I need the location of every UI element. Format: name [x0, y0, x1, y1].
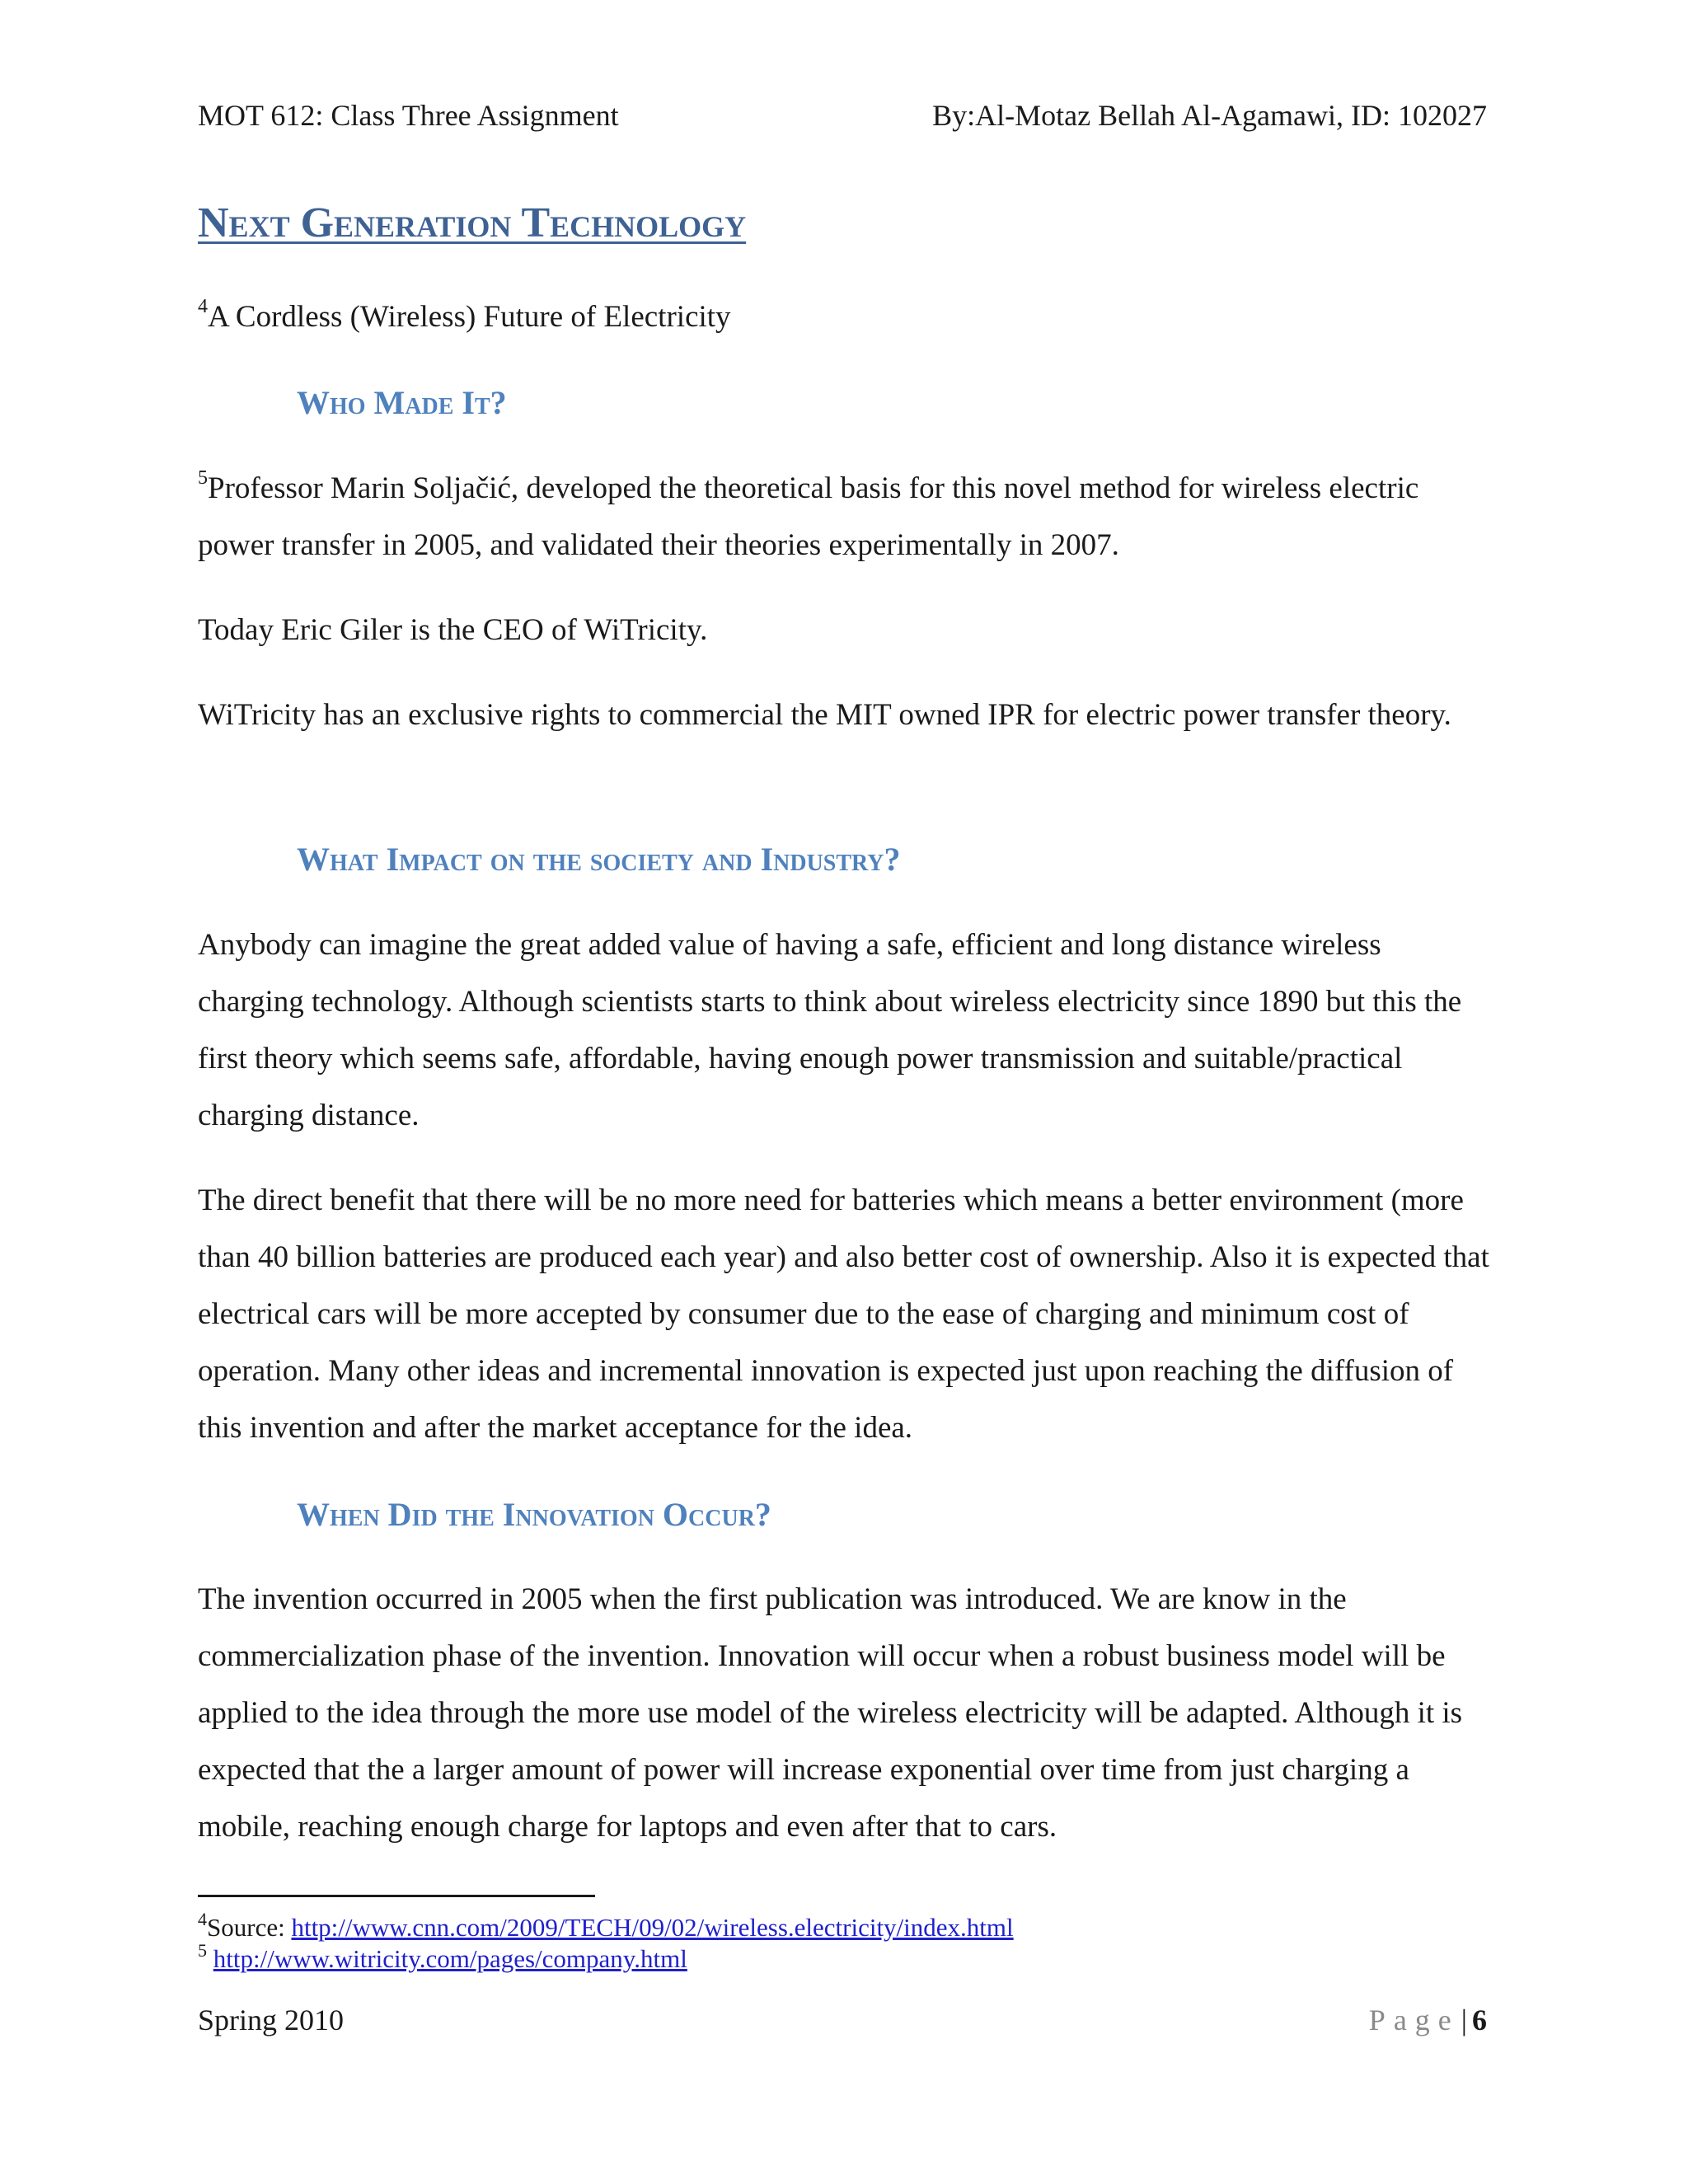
footnote-marker: 4 [198, 295, 208, 317]
page-separator: | [1461, 2004, 1467, 2036]
page-number: 6 [1472, 2004, 1487, 2036]
section-heading-impact: What Impact on the society and Industry? [297, 841, 901, 878]
footnote-marker: 4 [198, 1908, 207, 1929]
section-heading-when: When Did the Innovation Occur? [297, 1496, 771, 1533]
page-title: Next Generation Technology [198, 199, 747, 246]
intro-line [198, 288, 1492, 345]
intro-text: A Cordless (Wireless) Future of Electricity [208, 300, 731, 334]
section-heading-who-made-it: Who Made It? [297, 384, 507, 421]
footer-page-indicator [1369, 2001, 1487, 2039]
paragraph-who-made-it-2: Today Eric Giler is the CEO of WiTricity. [198, 613, 708, 647]
page-label: Page [1368, 2004, 1460, 2036]
paragraph-text: Professor Marin Soljačić, developed the theoretical basis for this novel method for wireless electric power transfer in 2005, and validated their theories experimentally in 2007. [198, 471, 1419, 562]
footnote-4 [198, 1908, 1014, 1943]
paragraph-impact-1: Anybody can imagine the great added value of having a safe, efficient and long distance wireless charging technology. Although scientists starts to think about wireless electricity since 1890 but this the first theory which seems safe, affordable, having enough power transmission and suitable/practical charging distance. [198, 928, 1462, 1132]
paragraph-when-1: The invention occurred in 2005 when the first publication was introduced. We are know in the commercialization phase of the invention. Innovation will occur when a robust business model will be applied to the idea through the more use model of the wireless electricity will be adapted. Although it is expected that the a larger amount of power will increase exponential over time from just charging a mobile, reaching enough charge for laptops and even after that to cars. [198, 1582, 1463, 1844]
footnote-link-witricity[interactable]: http://www.witricity.com/pages/company.html [213, 1944, 687, 1973]
header-author: By:Al-Motaz Bellah Al-Agamawi, ID: 102027 [932, 99, 1487, 132]
footnote-marker: 5 [198, 1939, 207, 1961]
footnote-divider [198, 1895, 595, 1897]
footnote-5 [198, 1939, 687, 1975]
footnote-prefix: Source: [207, 1913, 292, 1942]
footnote-link-cnn[interactable]: http://www.cnn.com/2009/TECH/09/02/wireless.electricity/index.html [291, 1913, 1014, 1942]
paragraph-who-made-it-3: WiTricity has an exclusive rights to commercial the MIT owned IPR for electric power transfer theory. [198, 698, 1451, 732]
footer-term: Spring 2010 [198, 2004, 345, 2036]
header-course-title: MOT 612: Class Three Assignment [198, 99, 619, 132]
paragraph-impact-2: The direct benefit that there will be no more need for batteries which means a better environment (more than 40 billion batteries are produced each year) and also better cost of ownership. Also it is expected that electrical cars will be more accepted by consumer due to the ease of charging and minimum cost of operation. Many other ideas and incremental innovation is expected just upon reaching the diffusion of this invention and after the market acceptance for the idea. [198, 1183, 1489, 1445]
paragraph-who-made-it-1 [198, 460, 1492, 574]
footnote-prefix [207, 1944, 213, 1973]
footnote-marker: 5 [198, 466, 208, 489]
